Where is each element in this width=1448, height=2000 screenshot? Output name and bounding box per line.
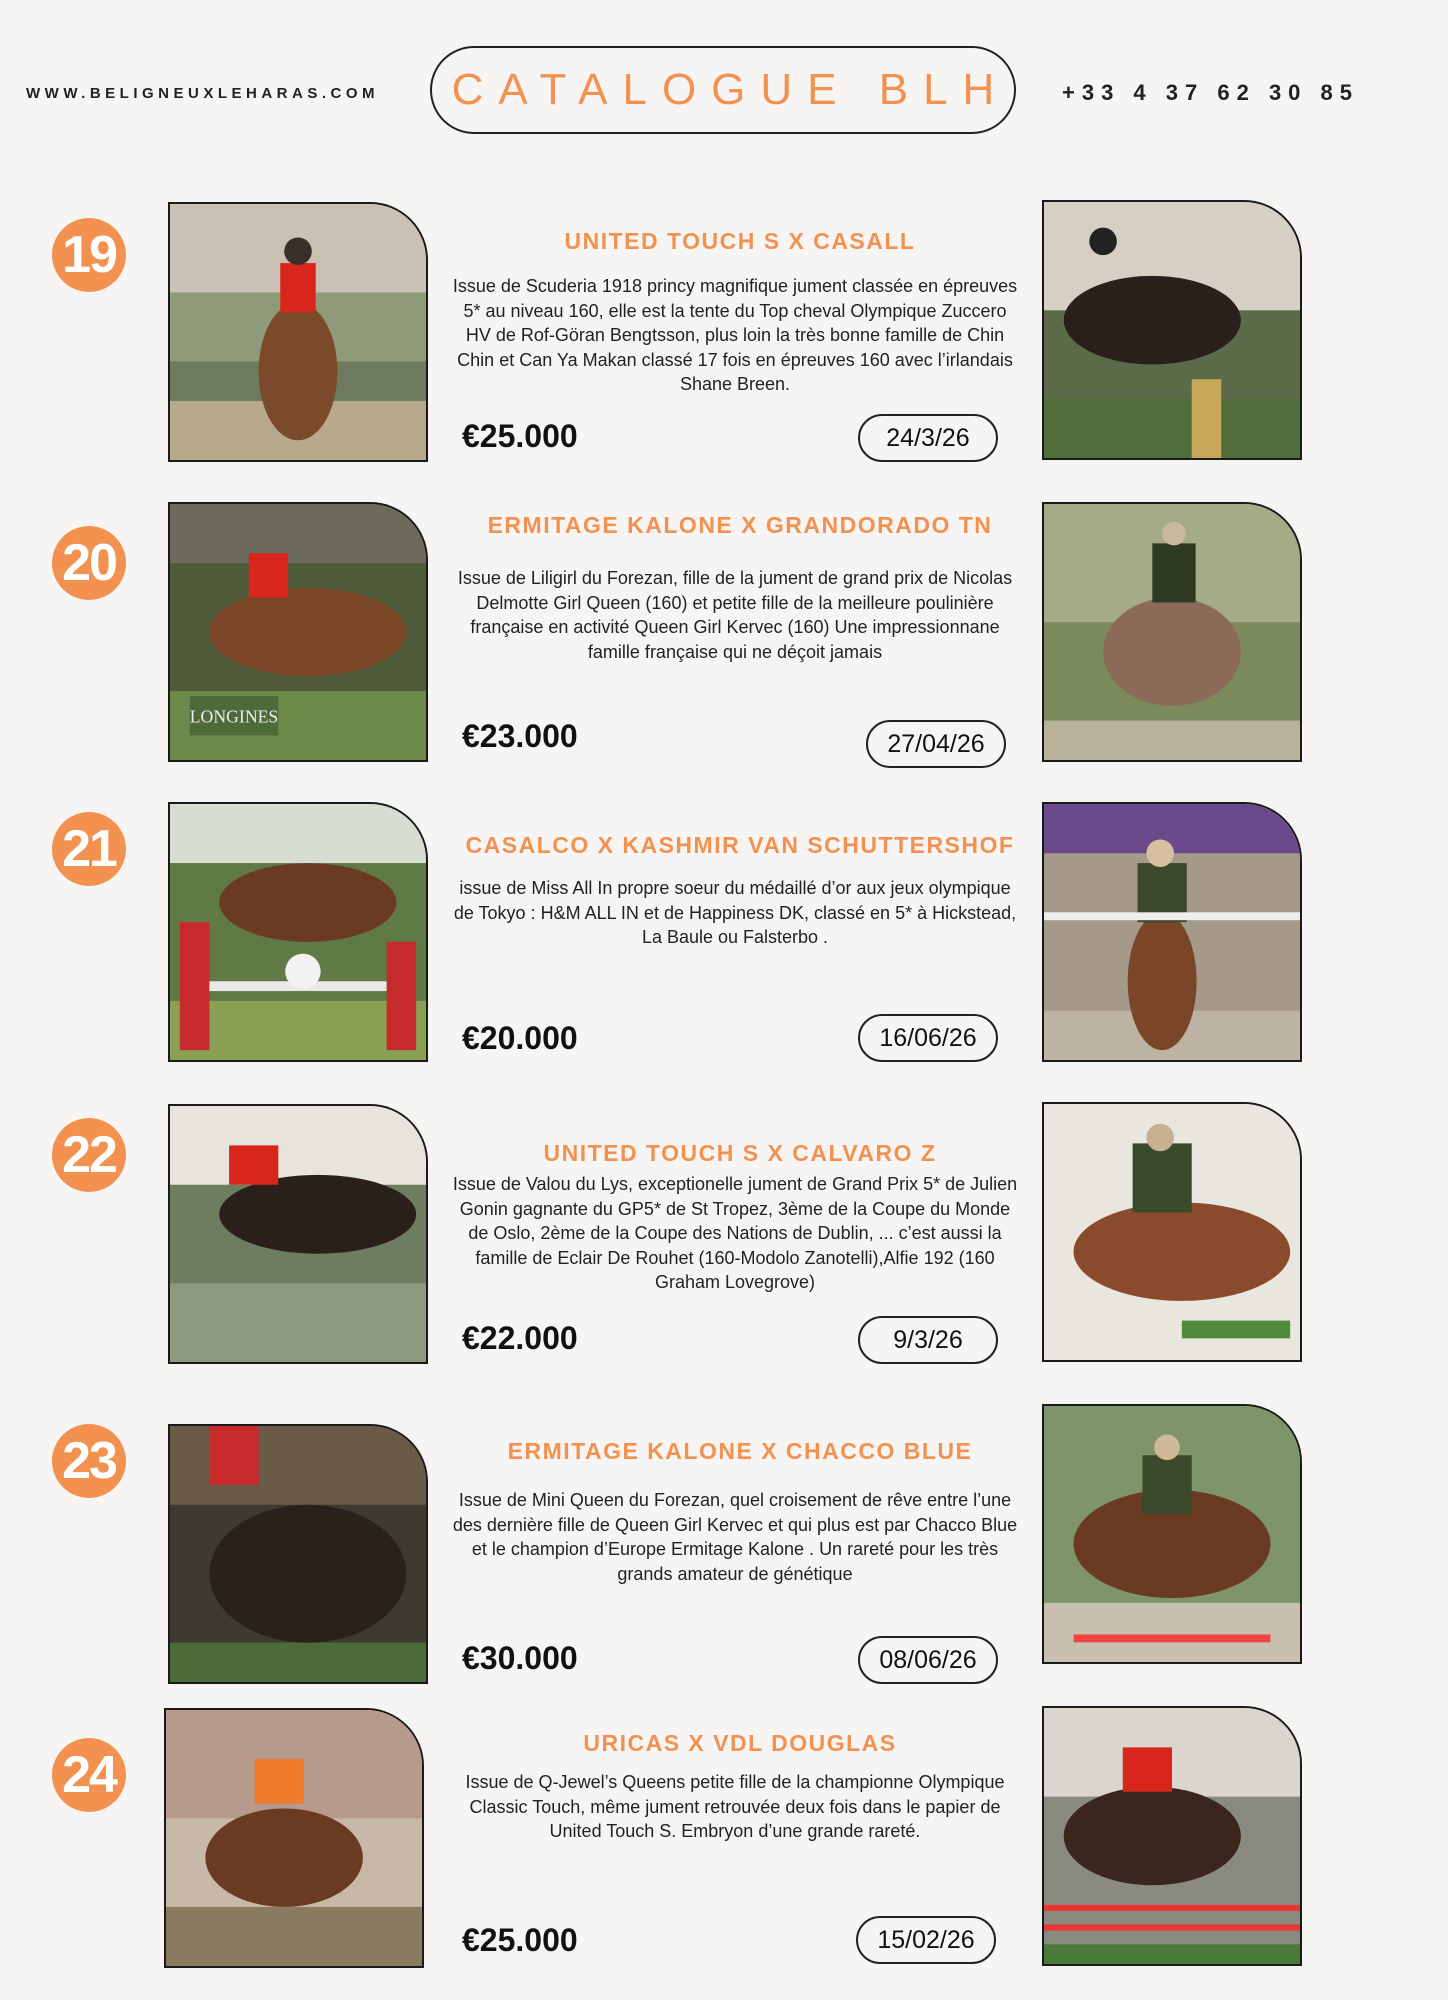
horse-price: €23.000 bbox=[462, 718, 578, 754]
date-pill: 9/3/26 bbox=[858, 1316, 998, 1364]
horse-price: €25.000 bbox=[462, 1922, 578, 1958]
horse-name: URICAS X VDL DOUGLAS bbox=[583, 1730, 897, 1756]
horse-price: €22.000 bbox=[462, 1320, 578, 1356]
catalogue-title: CATALOGUE BLH bbox=[451, 65, 1010, 114]
horse-description: Issue de Valou du Lys, exceptionelle jument de Grand Prix 5* de Julien Gonin gagnante du GP5* de St Tropez, 3ème de la Coupe du Monde de Oslo, 2ème de la Coupe des Nations de Dublin, ... c’est aussi la famille de Eclair De Rouhet (160-Modolo Zanotelli),Alfie 192 (160 Graham Lovegrove) bbox=[452, 1174, 1018, 1292]
entry-number-badge: 21 bbox=[52, 812, 126, 886]
horse-photo-right bbox=[1042, 1404, 1302, 1664]
horse-photo-left bbox=[168, 802, 428, 1062]
entry-number-badge: 23 bbox=[52, 1424, 126, 1498]
horse-name: ERMITAGE KALONE X CHACCO BLUE bbox=[507, 1438, 973, 1464]
horse-photo-right bbox=[1042, 200, 1302, 460]
horse-price: €25.000 bbox=[462, 418, 578, 454]
svg-text:LONGINES: LONGINES bbox=[189, 706, 279, 727]
horse-price: €20.000 bbox=[462, 1020, 578, 1056]
horse-description: Issue de Mini Queen du Forezan, quel croisement de rêve entre l’une des dernière fille de Queen Girl Kervec et qui plus est par Chacco Blue et le champion d’Europe Ermitage Kalone . Un rareté pour les très grands amateur de génétique bbox=[452, 1490, 1018, 1584]
entry-number-badge: 24 bbox=[52, 1738, 126, 1812]
horse-photo-left bbox=[168, 1424, 428, 1684]
date-pill: 24/3/26 bbox=[858, 414, 998, 462]
date-pill: 08/06/26 bbox=[858, 1636, 998, 1684]
horse-photo-right bbox=[1042, 1102, 1302, 1362]
horse-photo-left bbox=[168, 502, 428, 762]
horse-entry-19 bbox=[0, 200, 1448, 464]
entry-number-badge: 20 bbox=[52, 526, 126, 600]
horse-description: Issue de Scuderia 1918 princy magnifique jument classée en épreuves 5* au niveau 160, elle est la tente du Top cheval Olympique Zuccero HV de Rof-Göran Bengtsson, plus loin la très bonne famille de Chin Chin et Can Ya Makan classé 17 fois en épreuves 160 avec l’irlandais Shane Breen. bbox=[452, 276, 1018, 394]
phone-number[interactable]: +33 4 37 62 30 85 bbox=[1062, 80, 1359, 105]
horse-name: UNITED TOUCH S X CALVARO Z bbox=[543, 1140, 937, 1166]
horse-photo-right bbox=[1042, 802, 1302, 1062]
horse-entry-24 bbox=[0, 1706, 1448, 1970]
horse-photo-right bbox=[1042, 502, 1302, 762]
date-pill: 15/02/26 bbox=[856, 1916, 996, 1964]
horse-photo-left bbox=[168, 202, 428, 462]
horse-price: €30.000 bbox=[462, 1640, 578, 1676]
horse-photo-left bbox=[164, 1708, 424, 1968]
catalogue-title-pill bbox=[430, 46, 1016, 134]
horse-name: ERMITAGE KALONE X GRANDORADO TN bbox=[487, 512, 993, 538]
horse-entry-21 bbox=[0, 800, 1448, 1064]
horse-name: UNITED TOUCH S X CASALL bbox=[564, 228, 916, 254]
horse-description: Issue de Liligirl du Forezan, fille de la jument de grand prix de Nicolas Delmotte Girl Queen (160) et petite fille de la meilleure poulinière française en activité Queen Girl Kervec (160) Une impressionnane famille française qui ne déçoit jamais bbox=[457, 568, 1013, 662]
website-url[interactable]: WWW.BELIGNEUXLEHARAS.COM bbox=[26, 85, 379, 102]
entry-number-badge: 22 bbox=[52, 1118, 126, 1192]
horse-entry-23 bbox=[0, 1400, 1448, 1676]
horse-description: Issue de Q-Jewel’s Queens petite fille de la championne Olympique Classic Touch, même jument retrouvée deux fois dans le papier de United Touch S. Embryon d’une grande rareté. bbox=[465, 1772, 1005, 1841]
horse-name: CASALCO X KASHMIR VAN SCHUTTERSHOF bbox=[465, 832, 1015, 858]
date-pill: 16/06/26 bbox=[858, 1014, 998, 1062]
horse-entry-22 bbox=[0, 1102, 1448, 1366]
horse-description: issue de Miss All In propre soeur du médaillé d’or aux jeux olympique de Tokyo : H&M ALL IN et de Happiness DK, classé en 5* à Hickstead, La Baule ou Falsterbo . bbox=[453, 878, 1017, 947]
horse-photo-right bbox=[1042, 1706, 1302, 1966]
entry-number-badge: 19 bbox=[52, 218, 126, 292]
horse-photo-left bbox=[168, 1104, 428, 1364]
date-pill: 27/04/26 bbox=[866, 720, 1006, 768]
horse-entry-20 bbox=[0, 500, 1448, 764]
